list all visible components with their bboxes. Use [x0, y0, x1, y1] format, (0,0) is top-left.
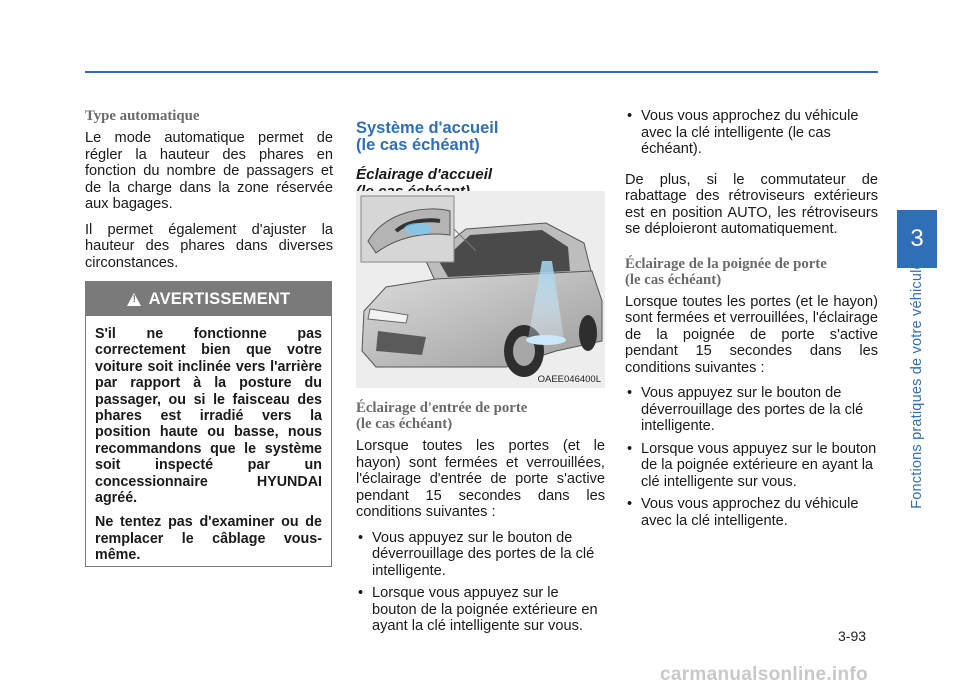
list-item: • Vous appuyez sur le bouton de déverrouillage des portes de la clé intelligente. [625, 385, 878, 435]
list-item: • Lorsque vous appuyez sur le bouton de la poignée extérieure en ayant la clé intelligente sur vous. [625, 441, 878, 491]
paragraph: Lorsque toutes les portes (et le hayon) sont fermées et verrouillées, l'éclairage de la poignée de porte s'active pendant 15 secondes dans les conditions suivantes : [625, 293, 878, 376]
warning-box [85, 281, 332, 567]
chapter-title: Fonctions pratiques de votre véhicule [909, 261, 925, 509]
column-right [625, 108, 878, 537]
warning-triangle-icon: ! [127, 293, 141, 306]
watermark: carmanualsonline.info [660, 664, 868, 685]
car-illustration [356, 191, 605, 388]
section-heading-line: (le cas échéant) [625, 271, 722, 288]
section-heading-line: Éclairage d'entrée de porte [356, 400, 528, 416]
paragraph: Le mode automatique permet de régler la hauteur des phares en fonction du nombre de passagers et de la charge dans la zone réservée aux bagages. [85, 130, 333, 212]
section-heading: Type automatique [85, 108, 200, 124]
car-drawing [356, 191, 605, 388]
page-number: 3-93 [838, 628, 867, 644]
paragraph: Il permet également d'ajuster la hauteur des phares dans diverses circonstances. [85, 221, 333, 271]
section-heading-line: (le cas échéant) [356, 416, 453, 432]
list-item: • Vous vous approchez du véhicule avec la clé intelligente. [625, 496, 878, 529]
subsection-title-line: Éclairage d'accueil [356, 166, 493, 183]
section-title [356, 120, 605, 154]
list-item: • Lorsque vous appuyez sur le bouton de la poignée extérieure en ayant la clé intelligente sur vous. [356, 585, 605, 635]
warning-body [86, 316, 331, 564]
list-item: • Vous vous approchez du véhicule avec la clé intelligente (le cas échéant). [625, 108, 878, 158]
column-left [85, 108, 333, 280]
section-heading [356, 400, 605, 432]
warning-text: S'il ne fonctionne pas correctement bien que votre voiture soit inclinée vers l'arrière par rapport à la posture du passager, ou si le faisceau des phares est irradié vers la position haute ou basse, nous recommandons que le système soit inspecté par un concessionnaire HYUNDAI agréé. [95, 326, 322, 507]
warning-header [86, 282, 331, 316]
chapter-tab: 3 [897, 210, 937, 268]
warning-title: AVERTISSEMENT [148, 289, 291, 308]
bullet-list [625, 385, 878, 529]
section-heading [625, 256, 878, 288]
bullet-list [356, 530, 605, 635]
header-rule [85, 71, 878, 73]
section-title-line: Système d'accueil [356, 119, 499, 137]
list-item: • Vous appuyez sur le bouton de déverrouillage des portes de la clé intelligente. [356, 530, 605, 580]
warning-text: Ne tentez pas d'examiner ou de remplacer le câblage vous-même. [95, 514, 322, 564]
section-heading-line: Éclairage de la poignée de porte [625, 255, 827, 272]
paragraph: Lorsque toutes les portes (et le hayon) sont fermées et verrouillées, l'éclairage d'entrée de porte s'active pendant 15 secondes dans les conditions suivantes : [356, 438, 605, 520]
column-middle-lower [356, 400, 605, 643]
section-title-line: (le cas échéant) [356, 136, 480, 154]
paragraph: De plus, si le commutateur de rabattage des rétroviseurs extérieurs est en position AUTO, les rétroviseurs se déploieront automatiquement. [625, 171, 878, 237]
bullet-list [625, 108, 878, 158]
figure-code: OAEE046400L [537, 374, 601, 385]
